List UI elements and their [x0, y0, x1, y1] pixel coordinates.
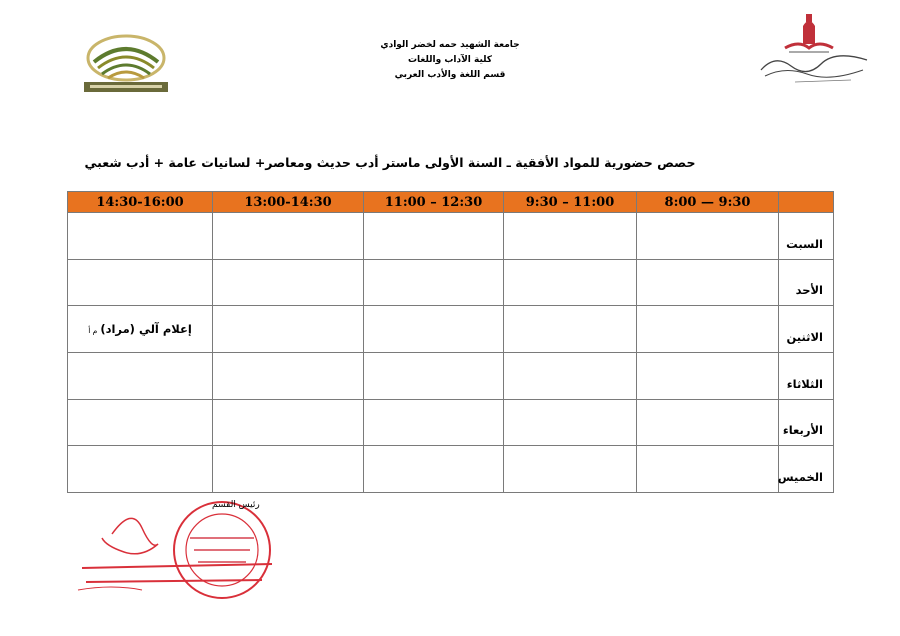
day-row [68, 259, 834, 306]
schedule-cell [504, 399, 637, 446]
schedule-cell [68, 446, 213, 493]
department-head-label: رئيس القسم [212, 500, 260, 510]
day-header-empty [779, 192, 834, 213]
schedule-cell [637, 306, 779, 353]
schedule-cell [637, 259, 779, 306]
schedule-cell [68, 213, 213, 260]
time-slot-header: 9:30 – 11:00 [504, 192, 637, 213]
schedule-cell [364, 446, 504, 493]
schedule-cell [637, 213, 779, 260]
department-name: قسم اللغة والأدب العربي [394, 70, 506, 80]
faculty-name: كلية الآداب واللغات [407, 55, 493, 65]
schedule-cell [637, 352, 779, 399]
day-label: السبت [779, 213, 834, 260]
day-row [68, 399, 834, 446]
schedule-cell [504, 306, 637, 353]
time-slot-header: 13:00-14:30 [213, 192, 364, 213]
schedule-cell [504, 446, 637, 493]
schedule-cell [68, 259, 213, 306]
schedule-table [67, 191, 834, 493]
schedule-cell [364, 399, 504, 446]
time-slot-header: 11:00 – 12:30 [364, 192, 504, 213]
day-row [68, 306, 834, 353]
schedule-cell [637, 446, 779, 493]
day-label: الأربعاء [779, 399, 834, 446]
schedule-cell [213, 446, 364, 493]
schedule-cell [68, 399, 213, 446]
schedule-cell [504, 259, 637, 306]
schedule-cell [213, 306, 364, 353]
schedule-cell [364, 213, 504, 260]
department-stamp-signature [72, 498, 282, 616]
schedule-title: حصص حضورية للمواد الأفقية ـ السنة الأولى ماستر أدب حديث ومعاصر+ لسانيات عامة + أدب شعبي [84, 155, 696, 170]
day-row [68, 352, 834, 399]
day-label: الأحد [779, 259, 834, 306]
day-row [68, 213, 834, 260]
schedule-cell [504, 213, 637, 260]
day-label: الخميس [779, 446, 834, 493]
schedule-cell [637, 399, 779, 446]
time-slot-header: 8:00 — 9:30 [637, 192, 779, 213]
schedule-cell [364, 352, 504, 399]
schedule-cell [364, 306, 504, 353]
day-row [68, 446, 834, 493]
course-name: إعلام آلي (مراد) [100, 322, 192, 337]
schedule-cell-course [68, 306, 213, 353]
schedule-cell [504, 352, 637, 399]
time-header-row [68, 192, 834, 213]
day-label: الاثنين [779, 306, 834, 353]
course-level: م أ [88, 326, 98, 336]
institution-header [330, 38, 570, 83]
day-label: الثلاثاء [779, 352, 834, 399]
schedule-cell [213, 259, 364, 306]
schedule-cell [68, 352, 213, 399]
faculty-logo [755, 10, 873, 90]
university-logo [80, 32, 172, 96]
university-name: جامعة الشهيد حمه لخضر الوادي [380, 40, 520, 50]
time-slot-header: 14:30-16:00 [68, 192, 213, 213]
schedule-cell [364, 259, 504, 306]
schedule-cell [213, 352, 364, 399]
schedule-cell [213, 399, 364, 446]
schedule-cell [213, 213, 364, 260]
